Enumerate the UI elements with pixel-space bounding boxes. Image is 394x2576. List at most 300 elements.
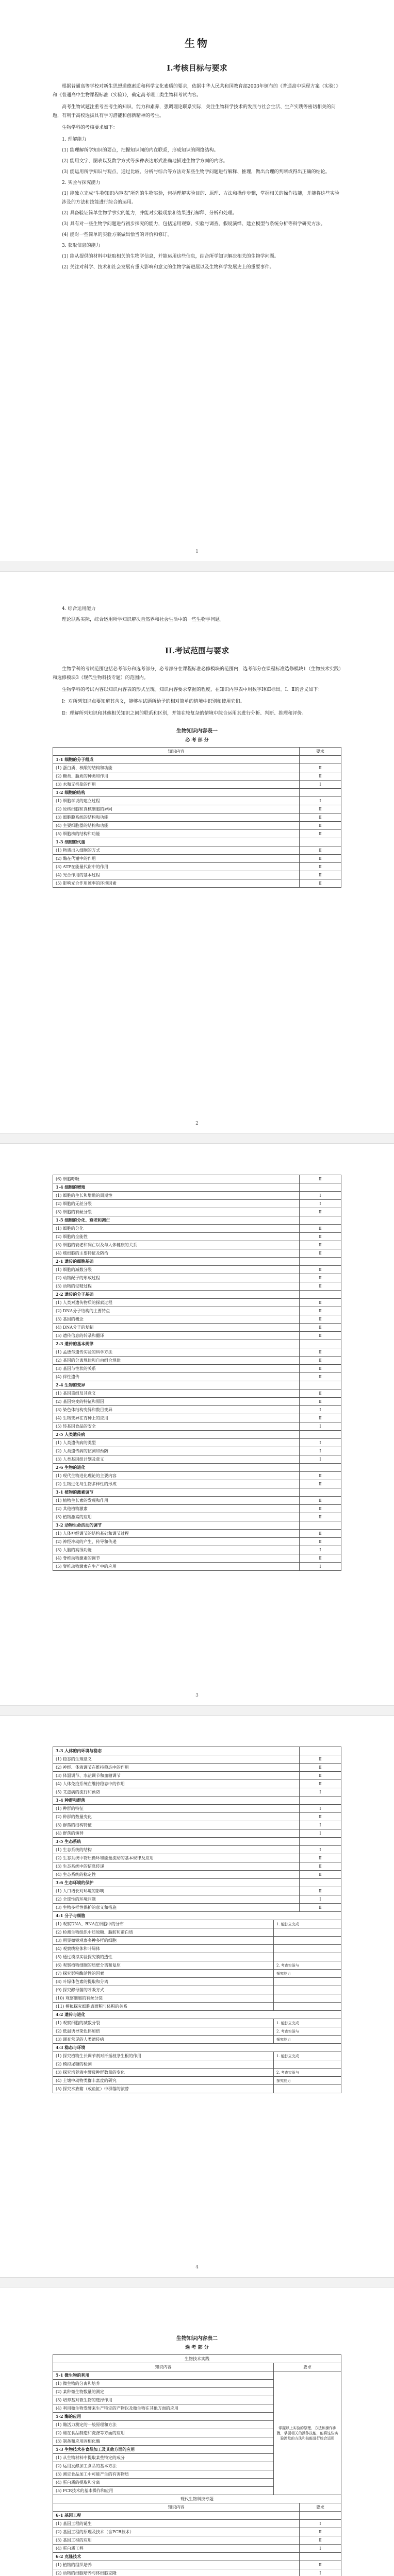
content-cell: (1) 植物的组织培养 xyxy=(53,2561,300,2569)
level-cell: Ⅱ xyxy=(300,1208,341,1216)
content-cell: (2) 生态系统中物质循环和能量流动的基本规律及应用 xyxy=(53,1854,300,1862)
table-row xyxy=(53,1365,341,1373)
level-cell: Ⅱ xyxy=(300,2528,341,2536)
level-cell: Ⅱ xyxy=(300,1365,341,1373)
table-row xyxy=(53,2569,341,2576)
content-cell: (3) 探究培养液中酵母种群数量的变化 xyxy=(53,2069,274,2077)
ability-item: (3) 能运用所学知识与观点，通过比较、分析与综合等方法对某些生物学问题进行解释、推理，做出合理的判断或得出正确的结论。 xyxy=(62,170,330,175)
table-row xyxy=(53,863,341,871)
note-cell xyxy=(274,1945,341,1953)
content-cell: (4) 脊椎动物激素的调节 xyxy=(53,1554,300,1563)
table-row xyxy=(53,1348,341,1357)
table-row xyxy=(53,846,341,855)
page-number: 3 xyxy=(195,1693,199,1698)
level-cell: Ⅱ xyxy=(300,1871,341,1879)
table-row xyxy=(53,1846,341,1854)
content-cell: (6) 细胞呼吸 xyxy=(53,1175,300,1183)
note-cell: 2. 考查实验与 xyxy=(274,1961,341,1970)
content-cell: (3) 培养基对微生物的选择作用 xyxy=(53,2396,274,2404)
content-cell: (9) 探究酵母菌的呼吸方式 xyxy=(53,1986,274,1994)
level-cell: Ⅰ xyxy=(300,1788,341,1797)
knowledge-table-2b xyxy=(53,2495,341,2576)
table-row xyxy=(53,1747,341,1755)
content-cell: (2) 基因突变的特征和原因 xyxy=(53,1398,300,1406)
table-row xyxy=(53,1274,341,1282)
table-row xyxy=(53,1480,341,1488)
document-title: 生物 xyxy=(185,37,209,49)
table-row xyxy=(53,2545,341,2553)
content-cell: (1) 人体神经调节的结构基础和调节过程 xyxy=(53,1530,300,1538)
level-cell: Ⅱ xyxy=(300,1357,341,1365)
level-cell: Ⅱ xyxy=(300,1755,341,1764)
ability-item: (4) 能对一些简单的实验方案做出恰当的评价和修订。 xyxy=(62,232,172,238)
group-header: 生物技术实践 xyxy=(53,2355,341,2363)
content-cell: (1) 基因工程的诞生 xyxy=(53,2520,300,2528)
content-cell: (3) 染色体结构变异和数目变异 xyxy=(53,1406,300,1414)
content-cell: (2) 细胞的全能性 xyxy=(53,1233,300,1241)
content-cell: (3) 用显微镜观察多种多样的细胞 xyxy=(53,1937,274,1945)
note-cell xyxy=(274,1978,341,1986)
table-row xyxy=(53,1381,341,1389)
level-cell: Ⅰ xyxy=(300,1192,341,1200)
table-row xyxy=(53,1307,341,1315)
section-cell: 5-2 酶的应用 xyxy=(53,2413,274,2421)
level-cell: Ⅱ xyxy=(300,855,341,863)
note-cell xyxy=(274,1986,341,1994)
level-cell xyxy=(300,1747,341,1755)
level-cell: Ⅰ xyxy=(300,1406,341,1414)
content-cell: (1) 种群的特征 xyxy=(53,1805,300,1813)
level-cell xyxy=(300,1431,341,1439)
level-cell: Ⅰ xyxy=(300,2569,341,2576)
page-separator xyxy=(0,562,394,572)
table-row xyxy=(53,2044,341,2052)
note-cell: 1. 能独立完成 xyxy=(274,2019,341,2027)
content-cell: (1) 人类遗传病的类型 xyxy=(53,1439,300,1447)
level-cell: Ⅱ xyxy=(300,2561,341,2569)
level-cell: Ⅱ xyxy=(300,1554,341,1563)
section-cell: 3-2 动物生命活动的调节 xyxy=(53,1521,300,1530)
table-row xyxy=(53,772,341,781)
table-row xyxy=(53,1472,341,1480)
section-cell: 5-3 生物技术在食品加工及其他方面的应用 xyxy=(53,2446,274,2454)
table-row xyxy=(53,1340,341,1348)
table-row xyxy=(53,1945,341,1953)
table-row xyxy=(53,1373,341,1381)
ability-heading: 4. 综合运用能力 xyxy=(62,606,96,612)
group-note-cell: 掌握以上实验的原理、方法和操作步骤，掌握相关的操作技能，能将这些实验涉及的方法和技能进行综合运用 xyxy=(274,2371,341,2495)
table-row xyxy=(53,2520,341,2528)
content-cell: (2) 生物进化与生物多样性的形成 xyxy=(53,1480,300,1488)
section-cell: 2-5 人类遗传病 xyxy=(53,1431,300,1439)
table-row xyxy=(53,781,341,789)
content-cell: (2) 模拟尿糖的检测 xyxy=(53,2060,274,2069)
content-cell: (1) 探究植物生长调节剂对扦插枝条生根的作用 xyxy=(53,2052,274,2060)
table-row xyxy=(53,1530,341,1538)
level-cell: Ⅰ xyxy=(300,1546,341,1554)
level-cell: Ⅱ xyxy=(300,1513,341,1521)
level-cell: Ⅰ xyxy=(300,797,341,805)
content-cell: (4) 土壤中动物类群丰富度的研究 xyxy=(53,2077,274,2085)
table-row xyxy=(53,2019,341,2027)
note-cell: 1. 能独立完成 xyxy=(274,2052,341,2060)
page-number: 4 xyxy=(195,2265,199,2270)
content-cell: (1) 微生物的分离和培养 xyxy=(53,2380,274,2388)
table-row xyxy=(53,2027,341,2036)
level-cell: Ⅱ xyxy=(300,879,341,888)
level-cell: Ⅱ xyxy=(300,1348,341,1357)
level-cell: Ⅰ xyxy=(300,1455,341,1464)
section-cell: 2-3 遗传的基本规律 xyxy=(53,1340,300,1348)
intro-paragraph: 根据普通高等学校对新生思想道德素质和科学文化素质的要求，依据中华人民共和国教育部2003年颁布的《普通高中课程方案（实验）》和《普通高中生物课程标准（实验）》，确定高考理工类生物科考试内容。 xyxy=(53,84,341,98)
content-cell: (2) 神经、体液调节在维持稳态中的作用 xyxy=(53,1764,300,1772)
content-cell: (4) 主要细胞器的结构和功能 xyxy=(53,822,300,830)
content-cell: (4) 癌细胞的主要特征及防治 xyxy=(53,1249,300,1258)
table-row xyxy=(53,1764,341,1772)
content-cell: (3) 细胞的衰老和凋亡以及与人体健康的关系 xyxy=(53,1241,300,1249)
table-row xyxy=(53,2536,341,2545)
table-row xyxy=(53,1937,341,1945)
section-cell: 1-1 细胞的分子组成 xyxy=(53,756,300,764)
table-row xyxy=(53,1414,341,1422)
level-cell: Ⅱ xyxy=(300,1307,341,1315)
level-cell: Ⅱ xyxy=(300,1472,341,1480)
page-1 xyxy=(11,0,383,562)
table-row xyxy=(53,1887,341,1895)
level-cell: Ⅱ xyxy=(300,1241,341,1249)
content-cell: (1) 蛋白质、核酸的结构和功能 xyxy=(53,764,300,772)
content-cell: (5) PCR技术的基本操作和应用 xyxy=(53,2487,274,2495)
table-row xyxy=(53,1538,341,1546)
table-row xyxy=(53,1920,341,1928)
content-cell: (4) 群落的演替 xyxy=(53,1829,300,1838)
page-separator xyxy=(0,1133,394,1144)
table-row xyxy=(53,2011,341,2019)
page-2 xyxy=(11,572,383,1133)
table-row xyxy=(53,2085,341,2093)
table-row xyxy=(53,1357,341,1365)
level-cell xyxy=(300,1488,341,1497)
section-cell: 2-4 生物的变异 xyxy=(53,1381,300,1389)
content-cell: (3) 基因工程的应用 xyxy=(53,2536,300,2545)
table-row xyxy=(53,1788,341,1797)
page-separator xyxy=(0,2277,394,2287)
content-cell: (4) DNA分子的复制 xyxy=(53,1324,300,1332)
intro-paragraph: 高考生物试题注重考查考生的知识、能力和素养，强调理论联系实际，关注生物科学技术的发展与社会生活、生产实践等密切相关的问题，有利于高校选拔具有学习潜能和创新精神的考生。 xyxy=(53,105,336,118)
column-header: 知识内容 xyxy=(53,2363,274,2371)
level-cell xyxy=(300,1838,341,1846)
table-row xyxy=(53,1838,341,1846)
content-cell: (1) 生态系统的结构 xyxy=(53,1846,300,1854)
table-row xyxy=(53,2060,341,2069)
content-cell: (2) DNA分子结构的主要特点 xyxy=(53,1307,300,1315)
content-cell: (10) 观察细胞的有丝分裂 xyxy=(53,1994,274,2003)
level-cell: Ⅱ xyxy=(300,1282,341,1291)
content-cell: (1) 人类对遗传物质的探索过程 xyxy=(53,1299,300,1307)
table-row xyxy=(53,1780,341,1788)
scope-paragraph: Ⅰ：对所列知识点要知道其含义，能够在试题所给予的相对简单的情境中识别和使用它们。 xyxy=(62,699,245,704)
level-cell: Ⅱ xyxy=(300,1225,341,1233)
level-cell: Ⅱ xyxy=(300,1414,341,1422)
level-cell: Ⅰ xyxy=(300,1821,341,1829)
content-cell: (2) 其他植物激素 xyxy=(53,1505,300,1513)
knowledge-table-1 xyxy=(53,747,341,888)
level-cell: Ⅱ xyxy=(300,1274,341,1282)
level-cell: Ⅱ xyxy=(300,1497,341,1505)
content-cell: (6) 观察植物细胞的质壁分离和复原 xyxy=(53,1961,274,1970)
level-cell xyxy=(300,1340,341,1348)
table-row xyxy=(53,789,341,797)
content-cell: (1) 植物生长素的发现和作用 xyxy=(53,1497,300,1505)
content-cell: (3) 水和无机盐的作用 xyxy=(53,781,300,789)
section-cell: 3-5 生态系统 xyxy=(53,1838,300,1846)
note-cell: 1. 能独立完成 xyxy=(274,1920,341,1928)
ability-text: 理论联系实际，综合运用所学知识解决自然界和社会生活中的一些生物学问题。 xyxy=(62,617,225,622)
content-cell: (4) 生态系统的稳定性 xyxy=(53,1871,300,1879)
table-row xyxy=(53,1455,341,1464)
table-row xyxy=(53,1175,341,1183)
table-row xyxy=(53,2561,341,2569)
scope-paragraph: 生物学科的考试范围包括必考部分和选考部分，必考部分在课程标准必修模块的范围内，选考部分在课程标准选修模块1（生物技术实践）和选修模块3（现代生物科技专题）的范围内。 xyxy=(53,667,341,681)
table-row xyxy=(53,1315,341,1324)
level-cell: Ⅱ xyxy=(300,1389,341,1398)
table-subtitle: 必 考 部 分 xyxy=(185,738,209,743)
table-title: 生物知识内容表二 xyxy=(176,2336,218,2342)
table-row xyxy=(53,2052,341,2060)
level-cell: Ⅱ xyxy=(300,1324,341,1332)
content-cell: (1) 细胞的生长和增殖的周期性 xyxy=(53,1192,300,1200)
table-row xyxy=(53,1797,341,1805)
level-cell xyxy=(300,1797,341,1805)
level-cell: Ⅱ xyxy=(300,1887,341,1895)
level-cell: Ⅱ xyxy=(300,1854,341,1862)
table-row xyxy=(53,756,341,764)
level-cell: Ⅱ xyxy=(300,1373,341,1381)
column-header: 要求 xyxy=(300,2503,341,2512)
column-header: 知识内容 xyxy=(53,748,300,756)
table-row xyxy=(53,1854,341,1862)
level-cell: Ⅰ xyxy=(300,1447,341,1455)
section-heading-1: I.考核目标与要求 xyxy=(167,63,227,73)
content-cell: (1) 细胞的分化 xyxy=(53,1225,300,1233)
section-cell: 6-1 基因工程 xyxy=(53,2512,300,2520)
table-row xyxy=(53,855,341,863)
table-row xyxy=(53,1772,341,1780)
level-cell: Ⅱ xyxy=(300,1332,341,1340)
column-header: 知识内容 xyxy=(53,2503,300,2512)
page-number: 1 xyxy=(195,549,199,554)
table-row xyxy=(53,1813,341,1821)
ability-item: (1) 能独立完成“生物知识内容表”所列的生物实验，包括理解实验目的、原理、方法和操作步骤，掌握相关的操作技能，并能将这些实验涉及的方法和技能进行综合的运用。 xyxy=(62,191,339,205)
abilities-intro: 生物学科的考核要求如下： xyxy=(62,125,118,130)
content-cell: (3) 调查常见的人类遗传病 xyxy=(53,2036,274,2044)
content-cell: (5) 脊椎动物激素在生产中的应用 xyxy=(53,1563,300,1571)
level-cell: Ⅰ xyxy=(300,2545,341,2553)
content-cell: (4) 伴性遗传 xyxy=(53,1373,300,1381)
level-cell xyxy=(300,2512,341,2520)
content-cell: (11) 模拟探究细胞表面积与体积的关系 xyxy=(53,2003,274,2011)
level-cell: Ⅱ xyxy=(300,814,341,822)
table-row xyxy=(53,871,341,879)
table-row xyxy=(53,1200,341,1208)
level-cell: Ⅱ xyxy=(300,1813,341,1821)
table-row xyxy=(53,1225,341,1233)
content-cell: (1) 从生物材料中提取某些特定的成分 xyxy=(53,2454,274,2462)
level-cell: Ⅱ xyxy=(300,863,341,871)
level-cell: Ⅰ xyxy=(300,1805,341,1813)
table-row xyxy=(53,2036,341,2044)
content-cell: (4) 蛋白质工程 xyxy=(53,2545,300,2553)
level-cell xyxy=(300,1216,341,1225)
section-cell: 4-1 分子与细胞 xyxy=(53,1912,341,1920)
page-number: 2 xyxy=(195,1121,199,1126)
page-4 xyxy=(11,1716,383,2277)
level-cell: Ⅱ xyxy=(300,805,341,814)
section-cell: 6-2 克隆技术 xyxy=(53,2553,300,2561)
content-cell: (4) 光合作用的基本过程 xyxy=(53,871,300,879)
table-row xyxy=(53,1249,341,1258)
level-cell: Ⅱ xyxy=(300,1480,341,1488)
level-cell: Ⅱ xyxy=(300,2536,341,2545)
level-cell: Ⅰ xyxy=(300,1200,341,1208)
content-cell: (1) 人口增长对环境的影响 xyxy=(53,1887,300,1895)
content-cell: (3) 基因的概念 xyxy=(53,1315,300,1324)
table-row xyxy=(53,1216,341,1225)
content-cell: (2) 糖类、脂质的种类和作用 xyxy=(53,772,300,781)
ability-item: (2) 能用文字、图表以及数学方式等多种表达形式准确地描述生物学方面的内容。 xyxy=(62,159,228,164)
note-cell xyxy=(274,1928,341,1937)
note-cell xyxy=(274,1994,341,2003)
table-row xyxy=(53,805,341,814)
ability-heading: 3. 获取信息的能力 xyxy=(62,243,101,248)
content-cell: (2) 原核细胞和真核细胞的异同 xyxy=(53,805,300,814)
table-row xyxy=(53,2512,341,2520)
table-row xyxy=(53,1978,341,1986)
table-row xyxy=(53,1912,341,1920)
level-cell: Ⅱ xyxy=(300,1780,341,1788)
level-cell xyxy=(300,1521,341,1530)
level-cell xyxy=(300,789,341,797)
level-cell xyxy=(300,838,341,846)
note-cell: 探究能力 xyxy=(274,2077,341,2085)
content-cell: (1) 稳态的生理意义 xyxy=(53,1755,300,1764)
table-row xyxy=(53,1821,341,1829)
table-row xyxy=(53,1961,341,1970)
table-row xyxy=(53,1439,341,1447)
scope-paragraph: Ⅱ：理解所列知识和其他相关知识之间的联系和区别，并能在较复杂的情境中综合运用其进行分析、判断、推理和评价。 xyxy=(62,711,307,716)
content-cell: (8) 叶绿体色素的提取和分离 xyxy=(53,1978,274,1986)
table-row xyxy=(53,1862,341,1871)
level-cell: Ⅰ xyxy=(300,2520,341,2528)
table-row xyxy=(53,1563,341,1571)
table-row xyxy=(53,1233,341,1241)
level-cell xyxy=(300,756,341,764)
ability-heading: 2. 实验与探究能力 xyxy=(62,180,101,185)
table-row xyxy=(53,1241,341,1249)
level-cell: Ⅱ xyxy=(300,1538,341,1546)
section-cell: 1-4 细胞的增殖 xyxy=(53,1183,300,1192)
note-cell: 2. 考查实验与 xyxy=(274,2027,341,2036)
level-cell: Ⅰ xyxy=(300,1846,341,1854)
table-row xyxy=(53,1829,341,1838)
section-cell: 1-5 细胞的分化、衰老和凋亡 xyxy=(53,1216,300,1225)
column-header: 要求 xyxy=(300,748,341,756)
level-cell xyxy=(300,1258,341,1266)
content-cell: (4) 蛋白质的提取和分离 xyxy=(53,2479,274,2487)
table-row xyxy=(53,1208,341,1216)
table-row xyxy=(53,1904,341,1912)
table-row xyxy=(53,1406,341,1414)
note-cell xyxy=(274,1953,341,1961)
level-cell xyxy=(300,1464,341,1472)
table-row xyxy=(53,1546,341,1554)
table-row xyxy=(53,1488,341,1497)
note-cell xyxy=(274,2060,341,2069)
table-row xyxy=(53,1879,341,1887)
content-cell: (2) 酶在代谢中的作用 xyxy=(53,855,300,863)
table-row xyxy=(53,1953,341,1961)
scope-paragraph: 生物学科的考试内容以知识内容表的形式呈现。知识内容要求掌握的程度，在知识内容表中用数字Ⅰ和Ⅱ标出。Ⅰ、Ⅱ的含义如下： xyxy=(62,687,323,692)
content-cell: (3) 基因与性状的关系 xyxy=(53,1365,300,1373)
content-cell: (4) 生物变异在育种上的应用 xyxy=(53,1414,300,1422)
section-cell: 3-4 种群和群落 xyxy=(53,1797,300,1805)
content-cell: (2) 动物配子的形成过程 xyxy=(53,1274,300,1282)
content-cell: (1) 细胞学说的建立过程 xyxy=(53,797,300,805)
table-row xyxy=(53,1928,341,1937)
content-cell: (2) 人类遗传病的监测和预防 xyxy=(53,1447,300,1455)
level-cell: Ⅱ xyxy=(300,1175,341,1183)
level-cell: Ⅱ xyxy=(300,772,341,781)
knowledge-table-1-cont xyxy=(53,1175,341,1571)
content-cell: (2) 细胞的无丝分裂 xyxy=(53,1200,300,1208)
table-row xyxy=(53,1299,341,1307)
table-row xyxy=(53,1324,341,1332)
content-cell: (3) ATP在能量代谢中的作用 xyxy=(53,863,300,871)
level-cell: Ⅰ xyxy=(300,1563,341,1571)
level-cell: Ⅱ xyxy=(300,764,341,772)
content-cell: (7) 探究影响酶活性的因素 xyxy=(53,1970,274,1978)
note-cell: 探究能力 xyxy=(274,1970,341,1978)
level-cell xyxy=(300,1183,341,1192)
table-row xyxy=(53,1422,341,1431)
level-cell: Ⅱ xyxy=(300,830,341,838)
table-row xyxy=(53,1447,341,1455)
ability-item: (2) 关注对科学、技术和社会发展有重大影响和意义的生物学新进展以及生物科学发展史上的重要事件。 xyxy=(62,265,274,270)
content-cell: (1) 孟德尔遗传实验的科学方法 xyxy=(53,1348,300,1357)
table-row xyxy=(53,1505,341,1513)
table-row xyxy=(53,1464,341,1472)
level-cell: Ⅱ xyxy=(300,846,341,855)
section-cell: 3-6 生态环境的保护 xyxy=(53,1879,300,1887)
table-row xyxy=(53,797,341,805)
content-cell: (2) 检测生物组织中还原糖、脂肪和蛋白质 xyxy=(53,1928,274,1937)
content-cell: (1) 基因重组及其意义 xyxy=(53,1389,300,1398)
level-cell: Ⅱ xyxy=(300,1530,341,1538)
note-cell xyxy=(274,2003,341,2011)
section-cell: 2-1 遗传的细胞基础 xyxy=(53,1258,300,1266)
ability-heading: 1. 理解能力 xyxy=(62,137,87,142)
section-cell: 2-2 遗传的分子基础 xyxy=(53,1291,300,1299)
table-row xyxy=(53,2528,341,2536)
level-cell: Ⅱ xyxy=(300,1315,341,1324)
page-5 xyxy=(11,2287,383,2576)
content-cell: (4) 人体免疫系统在维持稳态中的作用 xyxy=(53,1780,300,1788)
experiment-table xyxy=(53,1911,341,2093)
table-row xyxy=(53,1497,341,1505)
level-cell: Ⅱ xyxy=(300,1249,341,1258)
table-row xyxy=(53,838,341,846)
level-cell xyxy=(300,1291,341,1299)
